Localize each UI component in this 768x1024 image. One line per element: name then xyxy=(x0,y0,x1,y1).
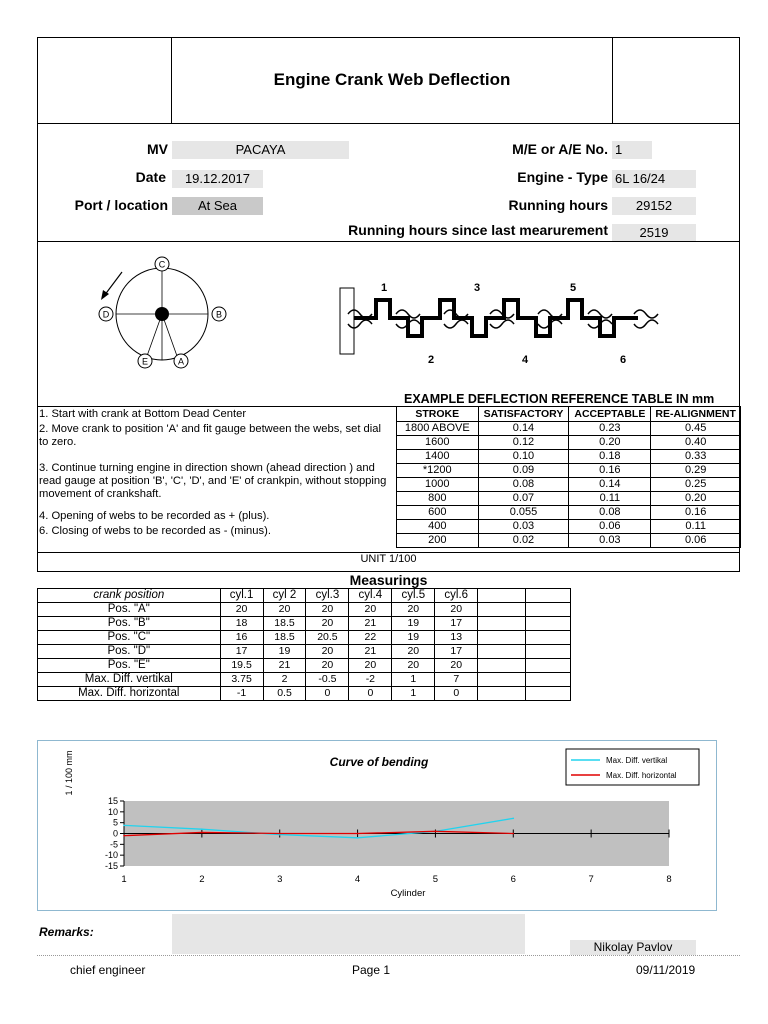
reference-cell: 0.29 xyxy=(651,464,741,478)
legend-label: Max. Diff. vertikal xyxy=(606,756,668,765)
measurings-row xyxy=(38,673,571,687)
measurings-cell: 20 xyxy=(220,603,263,617)
reference-cell: 0.14 xyxy=(569,478,651,492)
reference-cell: 800 xyxy=(397,492,479,506)
measurings-cell: 20 xyxy=(435,659,478,673)
cylinder-header: cyl.1 xyxy=(220,589,263,603)
measurings-row xyxy=(38,603,571,617)
measurings-cell: 20 xyxy=(349,603,392,617)
measurings-cell: 21 xyxy=(349,645,392,659)
measurings-cell xyxy=(526,617,571,631)
measurings-title: Measurings xyxy=(349,572,428,588)
measurings-row-label: Pos. "B" xyxy=(38,617,221,631)
engine-value: 6L 16/24 xyxy=(612,170,696,188)
measurings-cell: 20 xyxy=(263,603,306,617)
measurings-cell: 20 xyxy=(306,645,349,659)
crank-position-header: crank position xyxy=(38,589,221,603)
y-tick-label: 5 xyxy=(112,817,118,828)
reference-header-row xyxy=(397,407,741,422)
measurings-row-label: Pos. "C" xyxy=(38,631,221,645)
cylinder-header: cyl 2 xyxy=(263,589,306,603)
reference-cell: 0.02 xyxy=(478,534,569,548)
measurings-cell: 0 xyxy=(306,687,349,701)
measurings-row-label: Max. Diff. vertikal xyxy=(38,673,221,687)
measurings-cell: 20 xyxy=(306,659,349,673)
remarks-bottom-line xyxy=(37,955,740,956)
reference-cell: 0.20 xyxy=(651,492,741,506)
reference-row xyxy=(397,422,741,436)
crankshaft-diagram xyxy=(338,278,668,368)
cylinder-header: cyl.6 xyxy=(435,589,478,603)
measurings-cell xyxy=(526,659,571,673)
crank-position-diagram xyxy=(90,252,240,372)
page-title: Engine Crank Web Deflection xyxy=(273,70,511,89)
mv-label: MV xyxy=(147,141,168,157)
reference-cell: 0.09 xyxy=(478,464,569,478)
reference-cell: 200 xyxy=(397,534,479,548)
series-point xyxy=(123,835,125,837)
date-label: Date xyxy=(135,169,166,185)
series-point xyxy=(435,831,437,833)
x-tick-label: 6 xyxy=(510,874,516,885)
reference-cell: 0.08 xyxy=(478,478,569,492)
info-bottom-line xyxy=(37,241,740,242)
reference-cell: 0.12 xyxy=(478,436,569,450)
header-bottom-line xyxy=(37,123,740,124)
x-tick-label: 5 xyxy=(432,874,439,885)
chart-xlabel: Cylinder xyxy=(390,888,426,899)
reference-cell: 0.33 xyxy=(651,450,741,464)
cylinder-header xyxy=(478,589,526,603)
instruction-5: 6. Closing of webs to be recorded as - (minus). xyxy=(39,525,271,537)
reference-row xyxy=(397,492,741,506)
reference-cell: 0.03 xyxy=(569,534,651,548)
header-divider-right xyxy=(612,37,613,123)
pos-b-label: B xyxy=(215,309,223,320)
signer-name: Nikolay Pavlov xyxy=(570,940,696,955)
measurings-cell: -2 xyxy=(349,673,392,687)
bending-chart-panel xyxy=(37,740,717,911)
cyl-label-3: 3 xyxy=(474,282,481,294)
reference-cell: 0.11 xyxy=(569,492,651,506)
satisfactory-header: SATISFACTORY xyxy=(478,407,569,422)
x-tick-label: 2 xyxy=(199,874,205,885)
pos-d-label: D xyxy=(102,309,110,320)
since-label: Running hours since last mearurement xyxy=(348,222,608,238)
measurings-cell xyxy=(478,631,526,645)
reference-cell: 0.14 xyxy=(478,422,569,436)
measurings-cell: 20.5 xyxy=(306,631,349,645)
remarks-label: Remarks: xyxy=(39,925,94,939)
measurings-row-label: Max. Diff. horizontal xyxy=(38,687,221,701)
measurings-cell: 19 xyxy=(392,617,435,631)
series-point xyxy=(357,833,359,835)
measurings-cell xyxy=(478,617,526,631)
reference-cell: 0.40 xyxy=(651,436,741,450)
measurings-cell: 17 xyxy=(435,645,478,659)
legend-label: Max. Diff. horizontal xyxy=(606,771,677,780)
reference-row xyxy=(397,506,741,520)
measurings-cell: 18.5 xyxy=(263,631,306,645)
reference-cell: 0.11 xyxy=(651,520,741,534)
measurings-cell: 7 xyxy=(435,673,478,687)
me-value: 1 xyxy=(612,141,652,159)
reference-row xyxy=(397,464,741,478)
reference-row xyxy=(397,478,741,492)
measurings-cell: -1 xyxy=(220,687,263,701)
reference-cell: *1200 xyxy=(397,464,479,478)
mv-value: PACAYA xyxy=(172,141,349,159)
series-point xyxy=(512,818,514,820)
reference-row xyxy=(397,436,741,450)
reference-cell: 0.03 xyxy=(478,520,569,534)
measurings-cell: 20 xyxy=(306,603,349,617)
measurings-cell: 2 xyxy=(263,673,306,687)
measurings-cell: 21 xyxy=(263,659,306,673)
reference-cell: 0.08 xyxy=(569,506,651,520)
measurings-cell xyxy=(478,659,526,673)
measurings-row xyxy=(38,659,571,673)
instructions-top-line xyxy=(37,406,397,407)
cyl-label-6: 6 xyxy=(620,354,627,366)
y-tick-label: -15 xyxy=(104,861,118,871)
measurings-cell: 21 xyxy=(349,617,392,631)
series-point xyxy=(201,832,203,834)
footer-page: Page 1 xyxy=(352,963,391,977)
cylinder-header: cyl.5 xyxy=(392,589,435,603)
reference-cell: 1000 xyxy=(397,478,479,492)
measurings-row xyxy=(38,687,571,701)
measurings-cell: 18.5 xyxy=(263,617,306,631)
reference-cell: 0.23 xyxy=(569,422,651,436)
instruction-4: 4. Opening of webs to be recorded as + (plus). xyxy=(39,510,270,522)
cylinder-header xyxy=(526,589,571,603)
measurings-cell: 1 xyxy=(392,687,435,701)
y-tick-label: -10 xyxy=(104,850,118,861)
measurings-cell xyxy=(526,631,571,645)
measurings-cell: 20 xyxy=(349,659,392,673)
measurings-header-row xyxy=(38,589,571,603)
measurings-cell: 20 xyxy=(435,603,478,617)
measurings-row xyxy=(38,617,571,631)
reference-row xyxy=(397,450,741,464)
measurings-row-label: Pos. "D" xyxy=(38,645,221,659)
remarks-field xyxy=(172,914,525,954)
measurings-cell xyxy=(478,673,526,687)
port-value: At Sea xyxy=(172,197,263,215)
measurings-cell: 13 xyxy=(435,631,478,645)
cyl-label-5: 5 xyxy=(570,282,577,294)
pos-c-label: C xyxy=(158,259,166,270)
measurings-cell xyxy=(526,673,571,687)
series-point xyxy=(123,825,125,827)
y-tick-label: 10 xyxy=(107,806,118,817)
hours-label: Running hours xyxy=(508,197,608,213)
reference-cell: 1800 ABOVE xyxy=(397,422,479,436)
cylinder-header: cyl.3 xyxy=(306,589,349,603)
reference-table-title: EXAMPLE DEFLECTION REFERENCE TABLE IN mm xyxy=(404,392,715,406)
x-tick-label: 3 xyxy=(277,874,283,885)
reference-cell: 0.25 xyxy=(651,478,741,492)
reference-table xyxy=(396,406,741,548)
measurings-cell xyxy=(478,645,526,659)
measurings-cell: 19.5 xyxy=(220,659,263,673)
reference-cell: 1400 xyxy=(397,450,479,464)
reference-row xyxy=(397,534,741,548)
measurings-row xyxy=(38,645,571,659)
chart-legend xyxy=(566,749,699,785)
measurings-row-label: Pos. "E" xyxy=(38,659,221,673)
reference-cell: 0.16 xyxy=(569,464,651,478)
cyl-label-4: 4 xyxy=(522,354,529,366)
instruction-1: 1. Start with crank at Bottom Dead Center xyxy=(39,408,247,420)
measurings-cell: 20 xyxy=(392,645,435,659)
cylinder-header: cyl.4 xyxy=(349,589,392,603)
x-tick-label: 8 xyxy=(666,874,672,885)
measurings-cell: 22 xyxy=(349,631,392,645)
measurings-cell: 17 xyxy=(435,617,478,631)
pos-e-label: E xyxy=(141,356,149,367)
series-point xyxy=(357,837,359,839)
cyl-label-1: 1 xyxy=(381,282,388,294)
cyl-label-2: 2 xyxy=(428,354,435,366)
measurings-cell xyxy=(478,687,526,701)
y-tick-label: 15 xyxy=(107,796,118,806)
measurings-cell: 20 xyxy=(392,603,435,617)
x-tick-label: 4 xyxy=(354,874,361,885)
port-label: Port / location xyxy=(74,197,168,213)
chart-title: Curve of bending xyxy=(329,755,429,769)
measurings-cell: 16 xyxy=(220,631,263,645)
x-tick-label: 7 xyxy=(588,874,594,885)
reference-cell: 0.07 xyxy=(478,492,569,506)
me-label: M/E or A/E No. xyxy=(512,141,608,157)
measurings-cell: 0 xyxy=(349,687,392,701)
bending-chart xyxy=(38,741,716,910)
reference-cell: 0.055 xyxy=(478,506,569,520)
measurings-cell: 3.75 xyxy=(220,673,263,687)
unit-label: UNIT 1/100 xyxy=(360,553,417,565)
date-value: 19.12.2017 xyxy=(172,170,263,188)
pos-a-label: A xyxy=(177,356,185,367)
realignment-header: RE-ALIGNMENT xyxy=(651,407,741,422)
engine-label: Engine - Type xyxy=(517,169,608,185)
measurings-cell xyxy=(526,687,571,701)
measurings-cell: -0.5 xyxy=(306,673,349,687)
measurings-cell: 20 xyxy=(306,617,349,631)
measurings-cell: 0.5 xyxy=(263,687,306,701)
y-tick-label: 0 xyxy=(112,828,118,839)
x-tick-label: 1 xyxy=(121,874,127,885)
reference-cell: 0.45 xyxy=(651,422,741,436)
reference-cell: 0.06 xyxy=(569,520,651,534)
reference-cell: 600 xyxy=(397,506,479,520)
chart-ylabel: 1 / 100 mm xyxy=(64,750,74,796)
footer-date: 09/11/2019 xyxy=(636,963,696,977)
measurings-table xyxy=(37,588,571,701)
measurings-cell: 20 xyxy=(392,659,435,673)
series-point xyxy=(279,833,281,835)
measurings-cell xyxy=(526,603,571,617)
measurings-cell: 0 xyxy=(435,687,478,701)
reference-row xyxy=(397,520,741,534)
reference-cell: 0.10 xyxy=(478,450,569,464)
reference-cell: 0.20 xyxy=(569,436,651,450)
measurings-cell: 18 xyxy=(220,617,263,631)
instruction-2: 2. Move crank to position 'A' and fit gauge between the webs, set dial to zero. xyxy=(39,423,381,448)
reference-cell: 0.16 xyxy=(651,506,741,520)
measurings-cell: 1 xyxy=(392,673,435,687)
measurings-row-label: Pos. "A" xyxy=(38,603,221,617)
since-value: 2519 xyxy=(612,224,696,242)
stroke-header: STROKE xyxy=(397,407,479,422)
measurings-cell: 19 xyxy=(392,631,435,645)
measurings-cell: 19 xyxy=(263,645,306,659)
acceptable-header: ACCEPTABLE xyxy=(569,407,651,422)
measurings-cell: 17 xyxy=(220,645,263,659)
hours-value: 29152 xyxy=(612,197,696,215)
reference-cell: 1600 xyxy=(397,436,479,450)
reference-cell: 0.06 xyxy=(651,534,741,548)
series-point xyxy=(512,833,514,835)
measurings-cell xyxy=(478,603,526,617)
reference-cell: 0.18 xyxy=(569,450,651,464)
footer-role: chief engineer xyxy=(70,963,146,977)
y-tick-label: -5 xyxy=(109,839,118,850)
measurings-cell xyxy=(526,645,571,659)
reference-cell: 400 xyxy=(397,520,479,534)
instruction-3: 3. Continue turning engine in direction shown (ahead direction ) and read gauge at position 'B', 'C', 'D', and 'E' of crankpin, without stopping movement of crankshaft. xyxy=(39,462,387,500)
measurings-row xyxy=(38,631,571,645)
series-point xyxy=(201,828,203,830)
